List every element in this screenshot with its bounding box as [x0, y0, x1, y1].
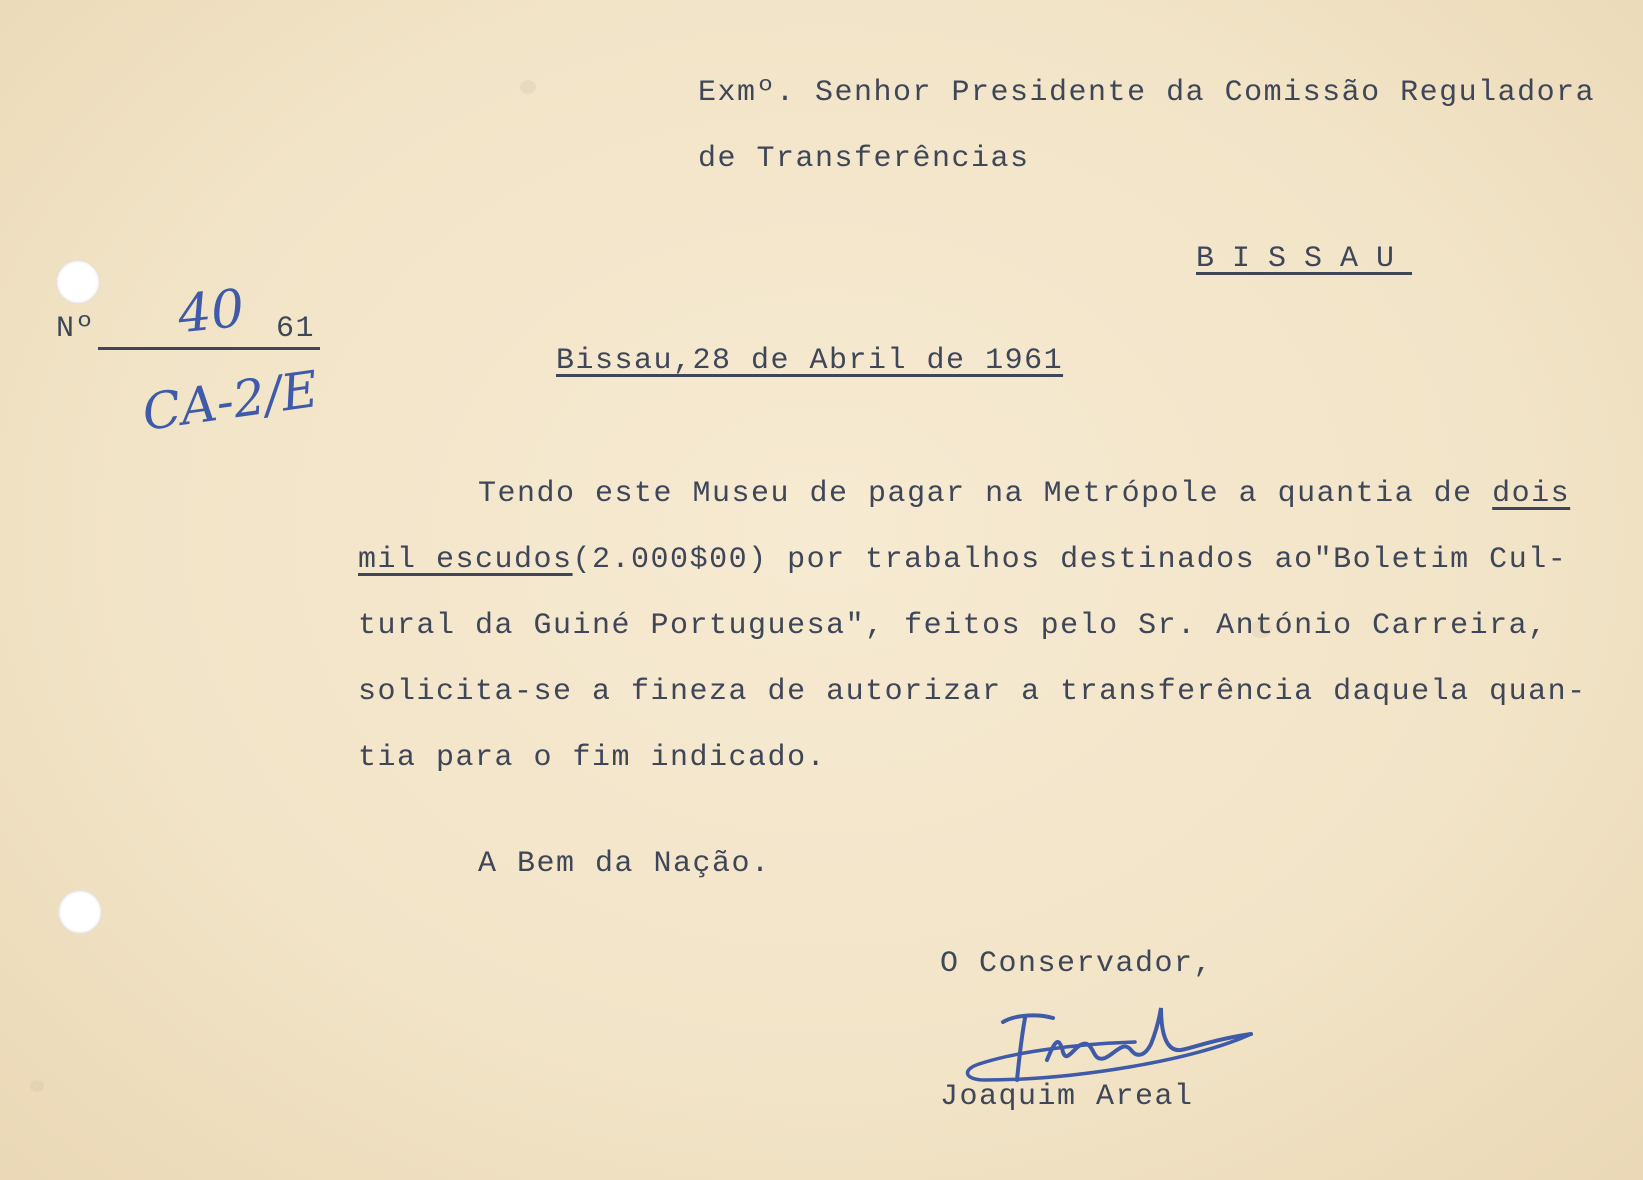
body-line-1-text: Tendo este Museu de pagar na Metrópole a quantia de — [478, 477, 1493, 511]
reference-rule — [98, 347, 320, 350]
closing-salutation: A Bem da Nação. — [478, 847, 771, 881]
paper-stain — [520, 80, 536, 94]
dateline: Bissau,28 de Abril de 1961 — [556, 344, 1064, 378]
punch-hole-bottom — [58, 890, 102, 934]
reference-year: 61 — [276, 312, 316, 346]
reference-label: Nº — [56, 312, 96, 346]
amount-words-part-2: mil escudos — [358, 543, 573, 577]
body-line-2-text: (2.000$00) por trabalhos destinados ao"Boletim Cul- — [572, 543, 1568, 577]
addressee-line-2: de Transferências — [698, 142, 1030, 176]
body-line-5: tia para o fim indicado. — [358, 741, 827, 775]
amount-words-part-1: dois — [1492, 477, 1571, 511]
punch-hole-top — [56, 260, 100, 304]
body-line-3: tural da Guiné Portuguesa", feitos pelo Sr. António Carreira, — [358, 609, 1548, 643]
body-line-2 — [358, 543, 1567, 577]
body-line-1 — [478, 477, 1570, 511]
addressee-line-1: Exmº. Senhor Presidente da Comissão Reguladora — [698, 76, 1596, 110]
file-code-handwritten: CA-2/E — [138, 360, 322, 442]
paper-stain — [30, 1080, 44, 1092]
body-line-4: solicita-se a fineza de autorizar a transferência daquela quan- — [358, 675, 1587, 709]
signatory-name: Joaquim Areal — [940, 1080, 1194, 1114]
signatory-title: O Conservador, — [940, 947, 1214, 981]
addressee-city: BISSAU — [1196, 242, 1413, 276]
reference-number-handwritten: 40 — [175, 278, 248, 346]
